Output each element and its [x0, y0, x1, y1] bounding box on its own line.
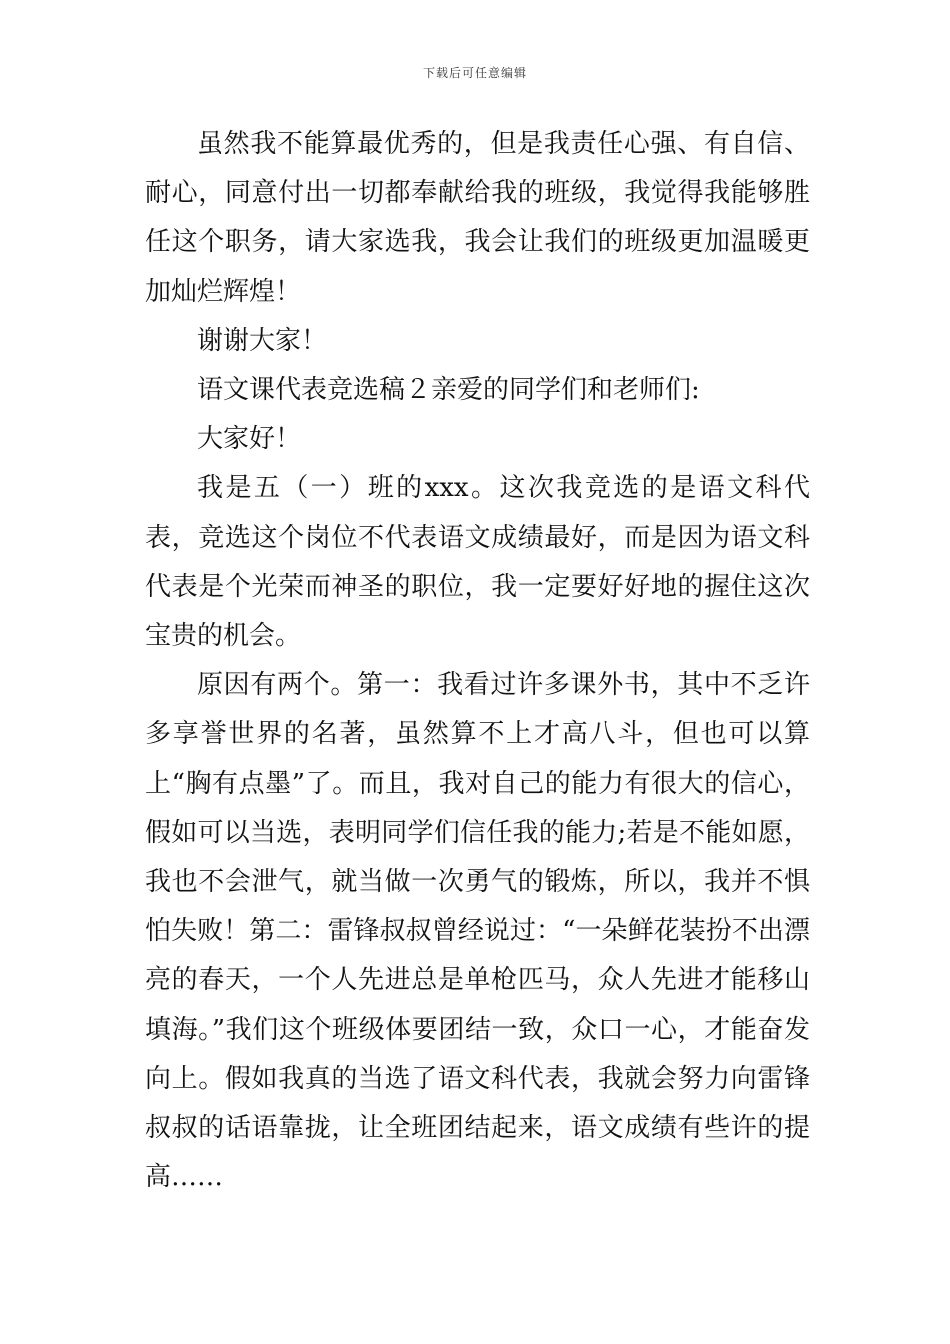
paragraph-4: 大家好！	[197, 424, 302, 455]
paragraph-6: 原因有两个。第一：我看过许多课外书，其中不乏许多享誉世界的名著，虽然算不上才高八斗，但也可以算上“胸有点墨”了。而且，我对自己的能力有很大的信心，假如可以当选，表明同学们信任我的能力;若是不能如愿，我也不会泄气，就当做一次勇气的锻炼，所以，我并不惧怕失败！第二：雷锋叔叔曾经说过：“一朵鲜花装扮不出漂亮的春天，一个人先进总是单枪匹马，众人先进才能移山填海。”我们这个班级体要团结一致，众口一心，才能奋发向上。假如我真的当选了语文科代表，我就会努力向雷锋叔叔的话语靠拢，让全班团结起来，语文成绩有些许的提高……	[145, 670, 810, 1193]
paragraph-2: 谢谢大家！	[197, 325, 328, 356]
paragraph-5: 我是五（一）班的xxx。这次我竞选的是语文科代表，竞选这个岗位不代表语文成绩最好，而是因为语文科代表是个光荣而神圣的职位，我一定要好好地的握住这次宝贵的机会。	[145, 473, 810, 652]
document-body	[145, 120, 810, 1202]
page-header: 下载后可任意编辑	[422, 66, 527, 80]
paragraph-3: 语文课代表竞选稿２亲爱的同学们和老师们:	[197, 375, 700, 406]
paragraph-1: 虽然我不能算最优秀的，但是我责任心强、有自信、耐心，同意付出一切都奉献给我的班级，我觉得我能够胜任这个职务，请大家选我，我会让我们的班级更加温暖更加灿烂辉煌！	[145, 129, 810, 307]
